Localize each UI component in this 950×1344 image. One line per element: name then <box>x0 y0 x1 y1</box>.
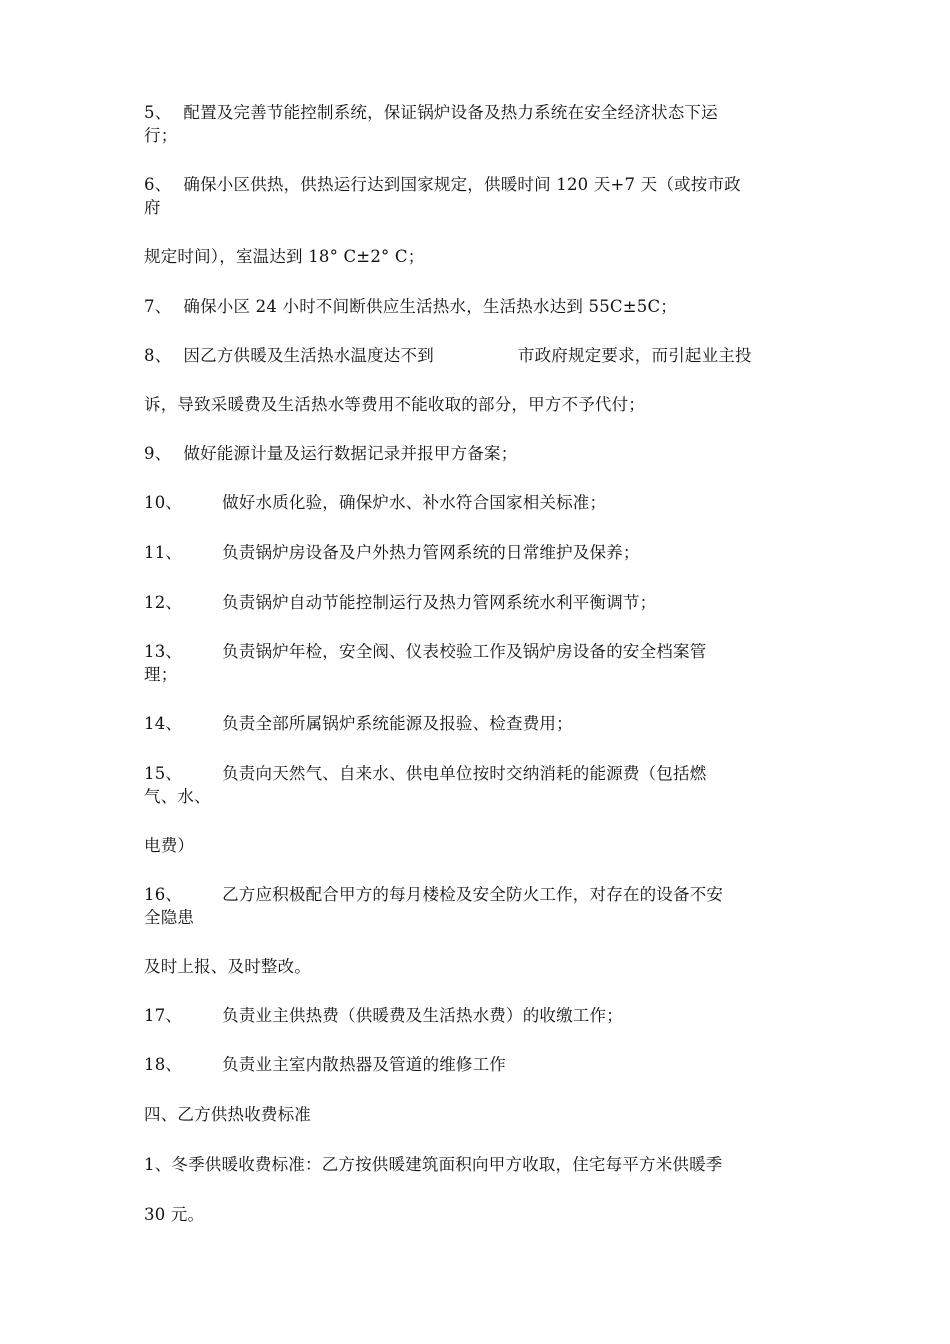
item-text: 负责业主供热费（供暖费及生活热水费）的收缴工作； <box>222 1006 623 1025</box>
item-number: 5、 <box>144 103 172 122</box>
list-item-8 <box>144 344 809 368</box>
list-item-10 <box>144 491 809 515</box>
item-number: 9、 <box>144 444 172 463</box>
item-number: 18、 <box>144 1055 183 1074</box>
paragraph-line: 及时上报、及时整改。 <box>144 957 311 976</box>
paragraph-line: 电费） <box>144 836 195 855</box>
list-item-13-continuation: 理； <box>144 665 178 684</box>
list-item-18 <box>144 1053 809 1077</box>
item-number: 11、 <box>144 543 183 562</box>
item-number: 16、 <box>144 885 183 904</box>
section-heading: 四、乙方供热收费标准 <box>144 1105 311 1124</box>
item-text: 做好水质化验，确保炉水、补水符合国家相关标准； <box>222 493 607 512</box>
item-text: 负责锅炉自动节能控制运行及热力管网系统水利平衡调节； <box>222 593 657 612</box>
list-item-9 <box>144 442 809 466</box>
item-number: 7、 <box>144 297 172 316</box>
item-text: 负责向天然气、自来水、供电单位按时交纳消耗的能源费（包括燃 <box>222 764 707 783</box>
list-item-6-continuation: 府 <box>144 198 161 217</box>
paragraph-line: 诉，导致采暖费及生活热水等费用不能收取的部分，甲方不予代付； <box>144 395 645 414</box>
list-item-15-continuation: 气、水、 <box>144 787 211 806</box>
item-text: 确保小区供热，供热运行达到国家规定，供暖时间 120 天+7 天（或按市政 <box>183 175 741 194</box>
list-item-17 <box>144 1004 809 1028</box>
item-number: 6、 <box>144 175 172 194</box>
list-item-6 <box>144 173 809 197</box>
list-item-13 <box>144 640 809 664</box>
list-item-5-continuation: 行； <box>144 126 178 145</box>
item-text: 确保小区 24 小时不间断供应生活热水，生活热水达到 55C±5C； <box>183 297 678 316</box>
list-item-7 <box>144 295 809 319</box>
list-item-11 <box>144 541 809 565</box>
list-item-5 <box>144 101 809 125</box>
item-text: 负责锅炉年检，安全阀、仪表校验工作及锅炉房设备的安全档案管 <box>222 642 707 661</box>
list-item-16-continuation: 全隐患 <box>144 908 195 927</box>
item-number: 12、 <box>144 593 183 612</box>
item-number: 13、 <box>144 642 183 661</box>
list-item-15 <box>144 762 809 786</box>
item-number: 14、 <box>144 714 183 733</box>
item-text: 负责全部所属锅炉系统能源及报验、检查费用； <box>222 714 573 733</box>
item-text: 做好能源计量及运行数据记录并报甲方备案； <box>183 444 518 463</box>
item-number: 8、 <box>144 346 172 365</box>
item-text: 负责锅炉房设备及户外热力管网系统的日常维护及保养； <box>222 543 640 562</box>
paragraph-line: 规定时间），室温达到 18° C±2° C； <box>144 247 425 266</box>
list-item-14 <box>144 712 809 736</box>
item-text-part-a: 因乙方供暖及生活热水温度达不到 <box>183 346 434 365</box>
item-number: 15、 <box>144 764 183 783</box>
item-text: 配置及完善节能控制系统，保证锅炉设备及热力系统在安全经济状态下运 <box>183 103 718 122</box>
item-number: 10、 <box>144 493 183 512</box>
paragraph-line: 1、冬季供暖收费标准：乙方按供暖建筑面积向甲方收取，住宅每平方米供暖季 <box>144 1155 723 1174</box>
item-number: 17、 <box>144 1006 183 1025</box>
item-text-part-b: 市政府规定要求，而引起业主投 <box>517 346 752 365</box>
paragraph-line: 30 元。 <box>144 1205 205 1224</box>
list-item-12 <box>144 591 809 615</box>
item-text: 负责业主室内散热器及管道的维修工作 <box>222 1055 507 1074</box>
list-item-16 <box>144 883 809 907</box>
item-text: 乙方应积极配合甲方的每月楼检及安全防火工作，对存在的设备不安 <box>222 885 724 904</box>
